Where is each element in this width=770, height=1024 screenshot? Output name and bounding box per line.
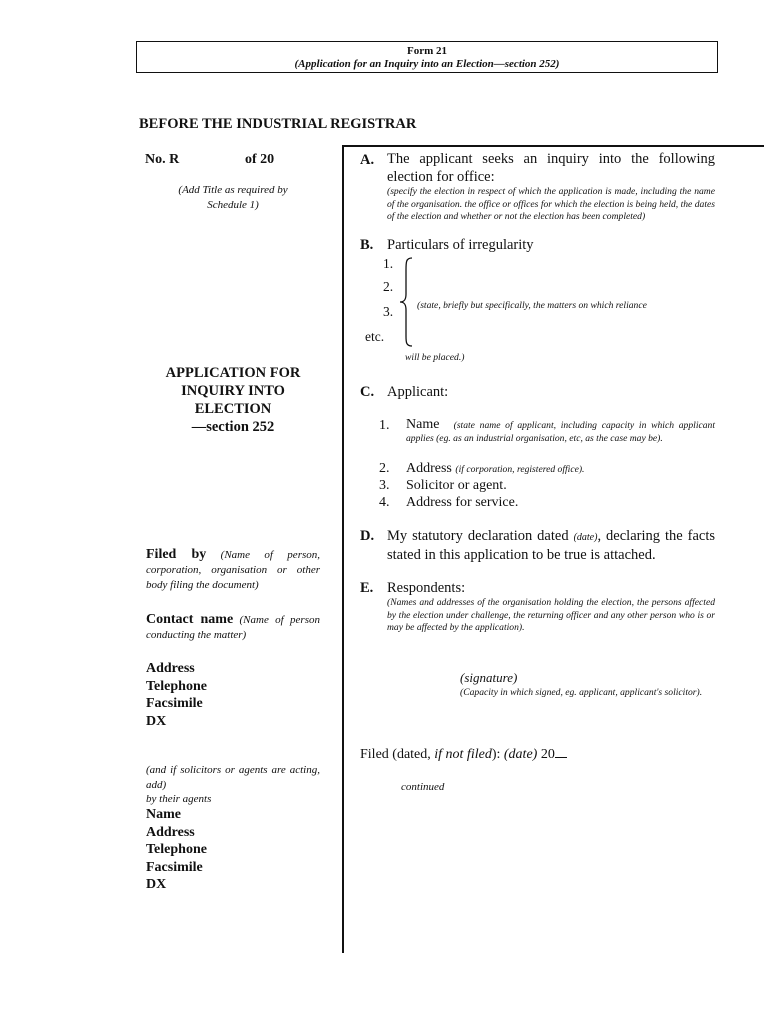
agents-note-2: by their agents bbox=[146, 793, 212, 805]
contact-details bbox=[146, 660, 207, 730]
heading-line-1: APPLICATION FOR bbox=[165, 365, 301, 381]
column-divider bbox=[342, 145, 344, 953]
b-item-etc: etc. bbox=[365, 329, 385, 344]
b-item-1: 1. bbox=[383, 256, 394, 271]
agent-dx: DX bbox=[146, 877, 167, 892]
signature-label: (signature) bbox=[460, 670, 518, 685]
c3-label: Solicitor or agent. bbox=[406, 478, 507, 493]
agent-address: Address bbox=[146, 824, 195, 840]
section-c-letter: C. bbox=[360, 384, 375, 400]
detail-telephone: Telephone bbox=[146, 678, 207, 694]
section-a-note: (specify the election in respect of which the application is made, including the name of the organisation. the office or offices for which the election is being held, the dates of the election and whether or not the election has been completed) bbox=[387, 186, 715, 223]
filed-year: 20 bbox=[540, 747, 555, 762]
heading-line-3: ELECTION bbox=[194, 401, 272, 417]
c4-label: Address for service. bbox=[406, 495, 519, 510]
c3-num: 3. bbox=[379, 478, 390, 493]
section-c-text: Applicant: bbox=[387, 384, 449, 400]
c2-block bbox=[406, 461, 584, 477]
filed-text-1: Filed (dated, bbox=[360, 747, 431, 762]
c2-label: Address bbox=[406, 461, 452, 476]
form-title-box bbox=[136, 41, 718, 73]
b-item-3: 3. bbox=[383, 304, 394, 319]
form-subtitle: (Application for an Inquiry into an Election—section 252) bbox=[294, 58, 560, 70]
filed-text-italic: if not filed bbox=[434, 747, 492, 762]
filed-text-2: ): bbox=[491, 747, 501, 762]
section-b-text: Particulars of irregularity bbox=[387, 237, 534, 253]
c1-label: Name bbox=[406, 417, 440, 432]
section-d-letter: D. bbox=[360, 528, 375, 544]
c1-num: 1. bbox=[379, 418, 390, 433]
capacity-note: (Capacity in which signed, eg. applicant, applicant's solicitor). bbox=[460, 687, 703, 698]
filed-line bbox=[360, 747, 567, 763]
agent-facsimile: Facsimile bbox=[146, 859, 203, 875]
section-b-letter: B. bbox=[360, 237, 374, 253]
no-label: No. R bbox=[145, 152, 180, 167]
c4-num: 4. bbox=[379, 495, 390, 510]
heading-line-4: —section 252 bbox=[191, 419, 275, 435]
form-title: Form 21 bbox=[406, 45, 447, 57]
agents-note: (and if solicitors or agents are acting, add) bbox=[146, 764, 320, 791]
heading-line-2: INQUIRY INTO bbox=[181, 383, 285, 399]
section-e-letter: E. bbox=[360, 580, 374, 596]
section-e-note: (Names and addresses of the organisation holding the election, the persons affected by the election under challenge, the returning officer and any other person who is or may be affected by the application). bbox=[387, 597, 715, 634]
contact-label: Contact name bbox=[146, 612, 234, 627]
c2-note: (if corporation, registered office). bbox=[455, 464, 585, 475]
agent-name: Name bbox=[146, 807, 181, 822]
section-e-text: Respondents: bbox=[387, 580, 466, 596]
detail-dx: DX bbox=[146, 713, 167, 729]
filed-by-block bbox=[146, 547, 320, 593]
continued-label: continued bbox=[401, 781, 445, 793]
section-a-letter: A. bbox=[360, 152, 375, 168]
brace-icon bbox=[398, 256, 416, 348]
filed-date: (date) bbox=[503, 747, 538, 762]
column-top-rule bbox=[342, 145, 764, 147]
of-label: of 20 bbox=[245, 152, 275, 167]
d-text-1: My statutory declaration dated bbox=[387, 528, 569, 544]
b-note-2: will be placed.) bbox=[405, 352, 465, 363]
c1-note: (state name of applicant, including capacity in which applicant applies (eg. as an industrial organisation, etc, as the case may be). bbox=[406, 420, 715, 444]
b-item-2: 2. bbox=[383, 279, 394, 294]
section-d-text bbox=[387, 528, 715, 564]
b-note: (state, briefly but specifically, the matters on which reliance bbox=[417, 300, 647, 311]
filed-year-blank bbox=[555, 757, 567, 758]
agent-telephone: Telephone bbox=[146, 842, 207, 857]
contact-note: (Name of person conducting the matter) bbox=[146, 614, 320, 641]
agent-details bbox=[146, 806, 207, 894]
section-a-text: The applicant seeks an inquiry into the following election for office: bbox=[387, 151, 715, 185]
before-heading: BEFORE THE INDUSTRIAL REGISTRAR bbox=[139, 116, 417, 132]
c2-num: 2. bbox=[379, 461, 390, 476]
filed-by-note: (Name of person, corporation, organisation or other body filing the document) bbox=[146, 549, 321, 591]
contact-block bbox=[146, 612, 320, 643]
application-heading bbox=[146, 364, 320, 436]
d-date: (date) bbox=[573, 532, 598, 543]
title-note: (Add Title as required by Schedule 1) bbox=[178, 184, 288, 211]
c1-block bbox=[406, 418, 715, 445]
filed-by-label: Filed by bbox=[146, 547, 207, 562]
detail-address: Address bbox=[146, 661, 195, 676]
detail-facsimile: Facsimile bbox=[146, 696, 203, 711]
d-text-2: , declaring the facts stated in this application to be true is attached. bbox=[387, 528, 716, 563]
